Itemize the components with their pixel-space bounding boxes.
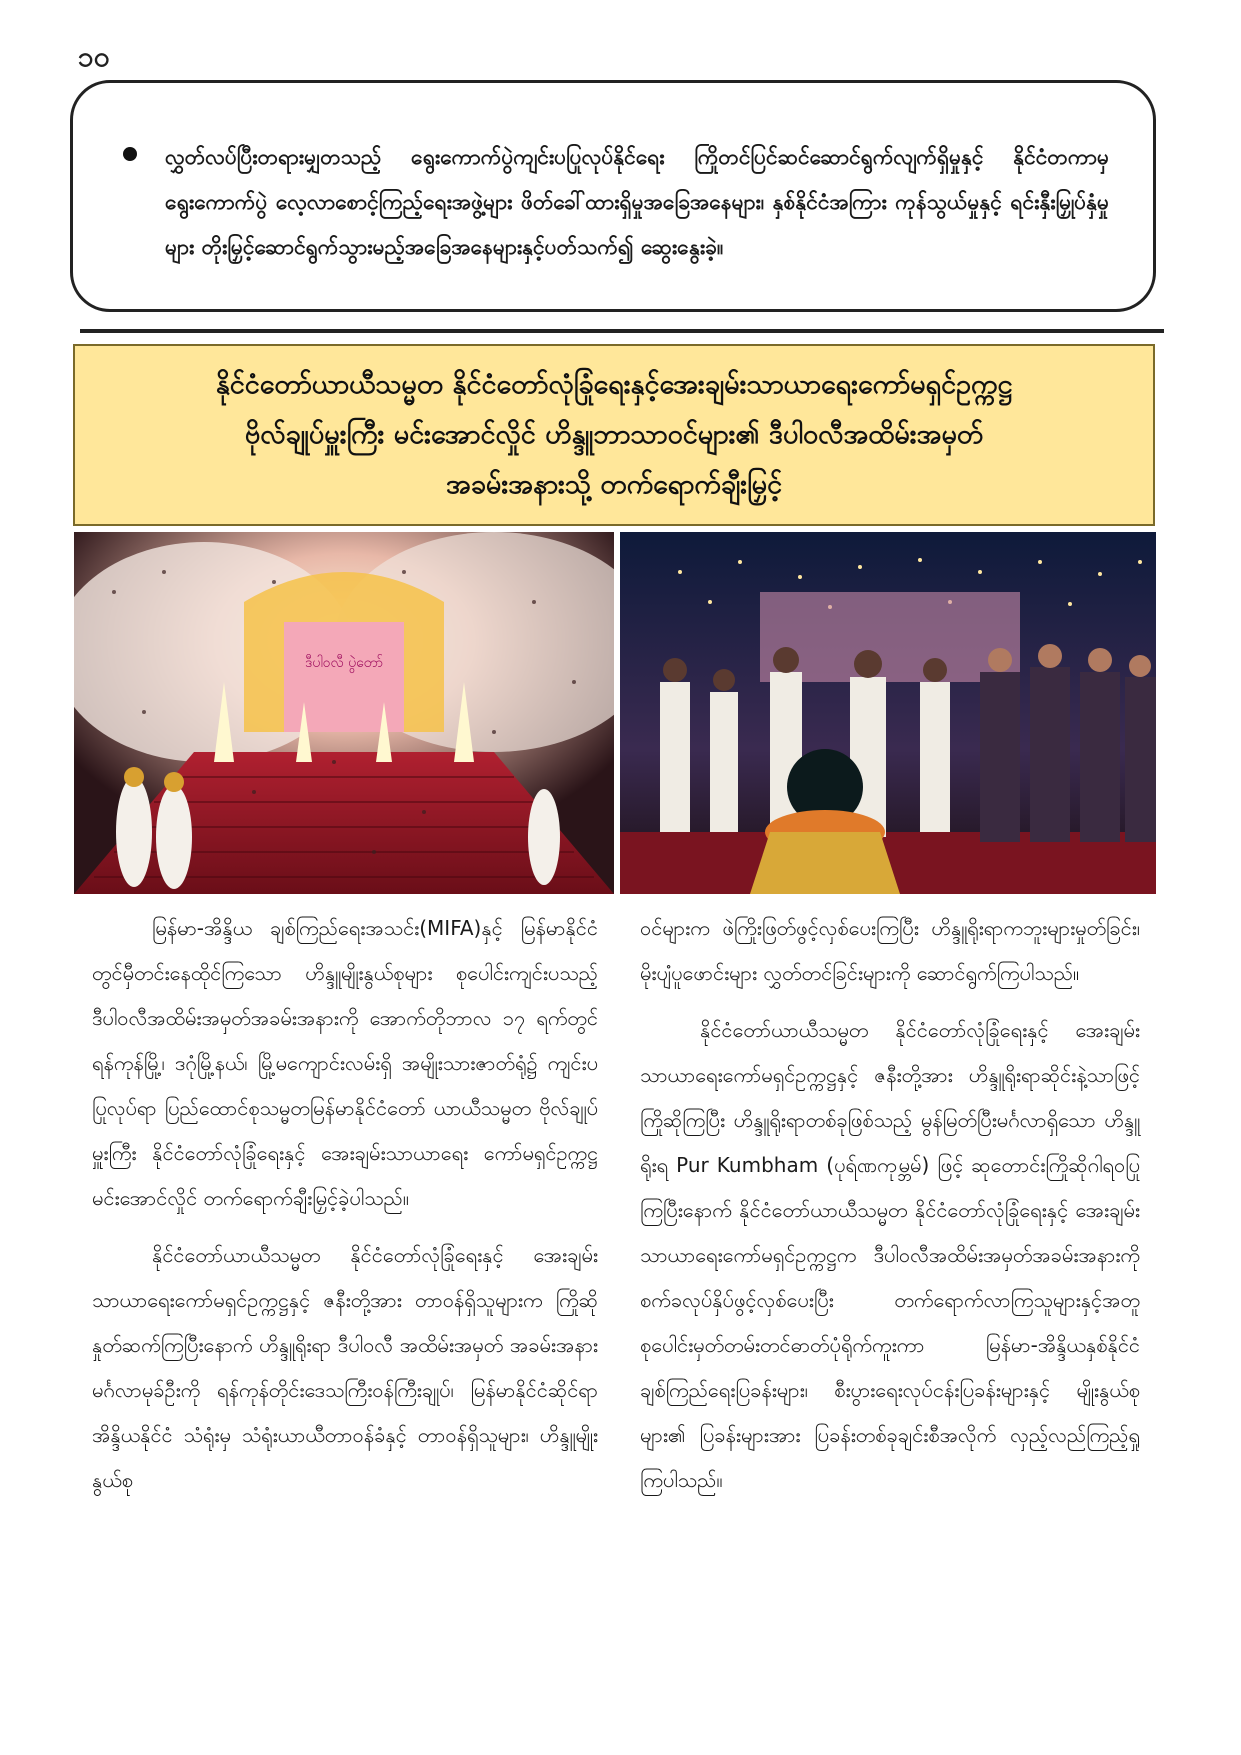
headline-line-2: ဗိုလ်ချုပ်မှူးကြီး မင်းအောင်လှိုင် ဟိန္ဒူဘာသာဝင်များ၏ ဒီပါဝလီအထိမ်းအမှတ် <box>244 419 984 450</box>
article-column-left <box>92 906 598 1515</box>
ceremony-photo-illustration <box>620 532 1156 894</box>
headline-line-1: နိုင်ငံတော်ယာယီသမ္မတ နိုင်ငံတော်လုံခြုံရေးနှင့်အေးချမ်းသာယာရေးကော်မရှင်ဥက္ကဋ္ဌ <box>215 369 1013 400</box>
article-paragraph-3: ဝင်များက ဖဲကြိုးဖြတ်ဖွင့်လှစ်ပေးကြပြီး ဟိန္ဒူရိုးရာကဘူးများမှုတ်ခြင်း၊ မိုးပျံပူဖောင်းများ လွှတ်တင်ခြင်းများကို ဆောင်ရွက်ကြပါသည်။ <box>640 916 1140 985</box>
summary-text: လွှတ်လပ်ပြီးတရားမျှတသည့် ရွေးကောက်ပွဲကျင်းပပြုလုပ်နိုင်ရေး ကြိုတင်ပြင်ဆင်ဆောင်ရွက်လျက်ရှိမှုနှင့် နိုင်ငံတကာမှ ရွေးကောက်ပွဲ လေ့လာစောင့်ကြည့်ရေးအဖွဲ့များ ဖိတ်ခေါ်ထားရှိမှုအခြေအနေများ၊ နှစ်နိုင်ငံအကြား ကုန်သွယ်မှုနှင့် ရင်းနှီးမြှုပ်နှံမှုများ တိုးမြှင့်ဆောင်ရွက်သွားမည့်အခြေအနေများနှင့်ပတ်သက်၍ ဆွေးနွေးခဲ့။ <box>165 145 1109 259</box>
page-number: ၁၀ <box>78 40 110 73</box>
stage-banner-text: ဒီပါဝလီ ပွဲတော် <box>304 655 384 671</box>
summary-bullet <box>117 135 1109 270</box>
summary-box <box>70 80 1156 312</box>
headline-line-3: အခမ်းအနားသို့ တက်ရောက်ချီးမြှင့် <box>445 469 783 500</box>
event-stage-photo <box>74 532 614 894</box>
article-paragraph-2: နိုင်ငံတော်ယာယီသမ္မတ နိုင်ငံတော်လုံခြုံရေးနှင့် အေးချမ်းသာယာရေးကော်မရှင်ဥက္ကဋ္ဌနှင့် ဇနီးတို့အား တာဝန်ရှိသူများက ကြိုဆိုနှုတ်ဆက်ကြပြီးနောက် ဟိန္ဒူရိုးရာ ဒီပါဝလီ အထိမ်းအမှတ် အခမ်းအနား မင်္ဂလာမုခ်ဦးကို ရန်ကုန်တိုင်းဒေသကြီးဝန်ကြီးချုပ်၊ မြန်မာနိုင်ငံဆိုင်ရာ အိန္ဒိယနိုင်ငံ သံရုံးမှ သံရုံးယာယီတာဝန်ခံနှင့် တာဝန်ရှိသူများ၊ ဟိန္ဒူမျိုးနွယ်စု <box>92 1243 598 1492</box>
article-paragraph-1: မြန်မာ-အိန္ဒိယ ချစ်ကြည်ရေးအသင်း(MIFA)နှင့် မြန်မာနိုင်ငံတွင်မှီတင်းနေထိုင်ကြသော ဟိန္ဒူမျိုးနွယ်စုများ စုပေါင်းကျင်းပသည့် ဒီပါဝလီအထိမ်းအမှတ်အခမ်းအနားကို အောက်တိုဘာလ ၁၇ ရက်တွင် ရန်ကုန်မြို့၊ ဒဂုံမြို့နယ်၊ မြို့မကျောင်းလမ်းရှိ အမျိုးသားဇာတ်ရုံ၌ ကျင်းပပြုလုပ်ရာ ပြည်ထောင်စုသမ္မတမြန်မာနိုင်ငံတော် ယာယီသမ္မတ ဗိုလ်ချုပ်မှူးကြီး နိုင်ငံတော်လုံခြုံရေးနှင့် အေးချမ်းသာယာရေး ကော်မရှင်ဥက္ကဋ္ဌ မင်းအောင်လှိုင် တက်ရောက်ချီးမြှင့်ခဲ့ပါသည်။ <box>92 916 598 1210</box>
ceremony-crowd-photo <box>620 532 1156 894</box>
stage-photo-illustration <box>74 532 614 894</box>
section-divider <box>80 329 1164 333</box>
article-column-right <box>640 906 1140 1515</box>
headline-box <box>73 344 1155 526</box>
article-paragraph-4: နိုင်ငံတော်ယာယီသမ္မတ နိုင်ငံတော်လုံခြုံရေးနှင့် အေးချမ်းသာယာရေးကော်မရှင်ဥက္ကဋ္ဌနှင့် ဇနီးတို့အား ဟိန္ဒူရိုးရာဆိုင်းနဲ့သာဖြင့်ကြိုဆိုကြပြီး ဟိန္ဒူရိုးရာတစ်ခုဖြစ်သည့် မွန်မြတ်ပြီးမင်္ဂလာရှိသော ဟိန္ဒူရိုးရ Pur Kumbham (ပုရ်ဏကုမ္ဘမ်) ဖြင့် ဆုတောင်းကြိုဆိုဂါရဝပြုကြပြီးနောက် နိုင်ငံတော်ယာယီသမ္မတ နိုင်ငံတော်လုံခြုံရေးနှင့် အေးချမ်းသာယာရေးကော်မရှင်ဥက္ကဋ္ဌက ဒီပါဝလီအထိမ်းအမှတ်အခမ်းအနားကို စက်ခလုပ်နှိပ်ဖွင့်လှစ်ပေးပြီး တက်ရောက်လာကြသူများနှင့်အတူ စုပေါင်းမှတ်တမ်းတင်ဓာတ်ပုံရိုက်ကူးကာ မြန်မာ-အိန္ဒိယနှစ်နိုင်ငံချစ်ကြည်ရေးပြခန်းများ၊ စီးပွားရေးလုပ်ငန်းပြခန်းများနှင့် မျိုးနွယ်စုများ၏ ပြခန်းများအား ပြခန်းတစ်ခုချင်းစီအလိုက် လှည့်လည်ကြည့်ရှုကြပါသည်။ <box>640 1018 1140 1492</box>
bullet-dot-icon <box>123 147 137 161</box>
